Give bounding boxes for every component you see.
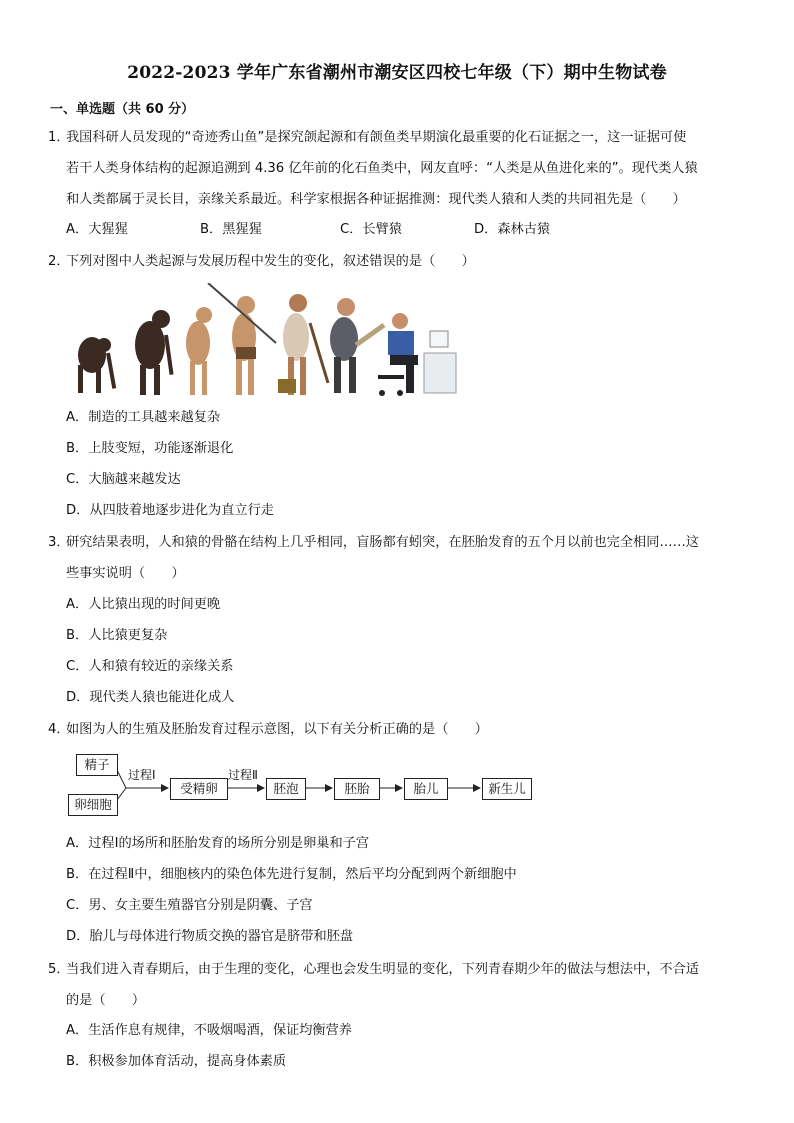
- option-d[interactable]: D．从四肢着地逐步进化为直立行走: [66, 503, 274, 518]
- question-text-line: 如图为人的生殖及胚胎发育过程示意图，以下有关分析正确的是（ ）: [66, 722, 488, 737]
- question-text-line: 当我们进入青春期后，由于生理的变化，心理也会发生明显的变化，下列青春期少年的做法与想法中，不合适: [66, 962, 699, 977]
- question-text-line: 的是（ ）: [66, 993, 146, 1008]
- option-a[interactable]: A．生活作息有规律，不吸烟喝酒，保证均衡营养: [66, 1023, 352, 1038]
- worker-silhouette: [330, 298, 384, 393]
- question-text-line: 我国科研人员发现的“奇迹秀山鱼”是探究颌起源和有颌鱼类早期演化最重要的化石证据之一，这一证据可使: [66, 130, 687, 145]
- option-c[interactable]: C．男、女主要生殖器官分别是阴囊、子宫: [66, 898, 313, 913]
- question-text-line: 研究结果表明，人和猿的骨骼在结构上几乎相同，盲肠都有蚓突，在胚胎发育的五个月以前也完全相同……这: [66, 535, 699, 550]
- question-2: [48, 246, 748, 277]
- question-number: 2．: [48, 254, 70, 269]
- option-b[interactable]: B．人比猿更复杂: [66, 628, 168, 643]
- question-text-line: 些事实说明（ ）: [66, 566, 185, 581]
- question-number: 4．: [48, 722, 70, 737]
- question-text-line: 下列对图中人类起源与发展历程中发生的变化，叙述错误的是（ ）: [66, 254, 475, 269]
- embryo-box: 胚胎: [334, 778, 380, 800]
- flow-arrows: [66, 752, 546, 818]
- caveman-silhouette: [278, 294, 328, 395]
- sperm-box: 精子: [76, 754, 118, 776]
- option-c[interactable]: C．长臂猿: [340, 222, 402, 237]
- option-d[interactable]: D．现代类人猿也能进化成人: [66, 690, 235, 705]
- fetus-box: 胎儿: [404, 778, 448, 800]
- option-a[interactable]: A．制造的工具越来越复杂: [66, 410, 221, 425]
- australopithecus-silhouette: [186, 307, 212, 395]
- option-a[interactable]: A．过程Ⅰ的场所和胚胎发育的场所分别是卵巢和子宫: [66, 836, 370, 851]
- zygote-box: 受精卵: [170, 778, 228, 800]
- option-d[interactable]: D．胎儿与母体进行物质交换的器官是脐带和胚盘: [66, 929, 354, 944]
- section-heading: 一、单选题（共 60 分）: [50, 102, 195, 117]
- option-b[interactable]: B．积极参加体育活动，提高身体素质: [66, 1054, 287, 1069]
- process-2-label: 过程Ⅱ: [228, 768, 258, 782]
- process-1-label: 过程Ⅰ: [128, 768, 156, 782]
- option-b[interactable]: B．上肢变短，功能逐渐退化: [66, 441, 234, 456]
- exam-title: 2022-2023 学年广东省潮州市潮安区四校七年级（下）期中生物试卷: [127, 63, 667, 83]
- question-text-line: 和人类都属于灵长目，亲缘关系最近。科学家根据各种证据推测：现代类人猿和人类的共同祖先是（ ）: [66, 192, 686, 207]
- option-a[interactable]: A．人比猿出现的时间更晚: [66, 597, 221, 612]
- question-5: [48, 954, 748, 1016]
- question-number: 3．: [48, 535, 70, 550]
- question-number: 5．: [48, 962, 70, 977]
- ape-silhouette: [78, 337, 116, 393]
- option-d[interactable]: D．森林古猿: [474, 222, 551, 237]
- newborn-box: 新生儿: [482, 778, 532, 800]
- question-4: [48, 714, 748, 745]
- question-1: [48, 122, 748, 215]
- question-3: [48, 527, 748, 589]
- option-a[interactable]: A．大猩猩: [66, 222, 128, 237]
- office-worker-silhouette: [378, 313, 456, 396]
- early-hominid-silhouette: [135, 310, 174, 395]
- human-evolution-figure: [66, 283, 460, 401]
- option-b[interactable]: B．在过程Ⅱ中，细胞核内的染色体先进行复制，然后平均分配到两个新细胞中: [66, 867, 517, 882]
- option-c[interactable]: C．人和猿有较近的亲缘关系: [66, 659, 234, 674]
- reproduction-flow-diagram: [66, 752, 546, 818]
- question-number: 1．: [48, 130, 70, 145]
- homo-erectus-silhouette: [232, 296, 256, 395]
- option-b[interactable]: B．黑猩猩: [200, 222, 262, 237]
- question-text-line: 若干人类身体结构的起源追溯到 4.36 亿年前的化石鱼类中，网友直呼：“人类是从鱼进化来的”。现代类人猿: [66, 161, 698, 176]
- egg-cell-box: 卵细胞: [68, 794, 118, 816]
- blastocyst-box: 胚泡: [266, 778, 306, 800]
- option-c[interactable]: C．大脑越来越发达: [66, 472, 181, 487]
